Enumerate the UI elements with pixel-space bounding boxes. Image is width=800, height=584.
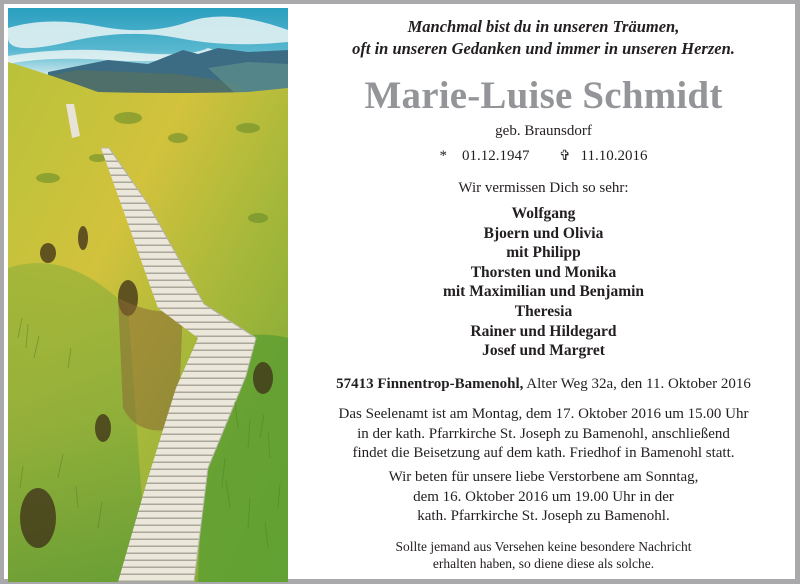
obituary-text [288, 8, 799, 583]
mourner-name: Bjoern und Olivia [483, 224, 604, 242]
motto-line: Manchmal bist du in unseren Träumen, [407, 17, 680, 36]
text-line: in der kath. Pfarrkirche St. Joseph zu Bamenohl, anschließend [357, 425, 730, 442]
mourner-name: Thorsten und Monika [470, 263, 617, 281]
boardwalk-landscape-image [8, 8, 288, 582]
death-date: 11.10.2016 [580, 148, 648, 164]
mourner-name: Rainer und Hildegard [470, 322, 617, 340]
prayer-service-info [288, 468, 799, 527]
address-rest: Alter Weg 32a, den 11. Oktober 2016 [523, 376, 751, 392]
motto-line: oft in unseren Gedanken und immer in unseren Herzen. [352, 39, 735, 58]
text-line: dem 16. Oktober 2016 um 19.00 Uhr in der [413, 488, 674, 505]
mourners-intro: Wir vermissen Dich so sehr: [458, 180, 629, 196]
mourners-list [288, 204, 799, 361]
mourner-name: Wolfgang [511, 205, 576, 222]
maiden-name: geb. Braunsdorf [495, 123, 592, 139]
motto-quote [288, 16, 799, 60]
life-dates [288, 146, 799, 167]
deceased-name: Marie-Luise Schmidt [364, 74, 723, 117]
notice-disclaimer [288, 538, 799, 572]
cross-icon: ✞ [559, 149, 571, 164]
text-line: erhalten haben, so diene diese als solche. [432, 556, 655, 571]
funeral-service-info [288, 405, 799, 464]
landscape-photo [8, 8, 288, 582]
text-line: Wir beten für unsere liebe Verstorbene am Sonntag, [388, 469, 699, 485]
address-place: 57413 Finnentrop-Bamenohl, [336, 376, 524, 392]
mourner-name: mit Maximilian und Benjamin [442, 283, 645, 301]
text-line: Sollte jemand aus Versehen keine besondere Nachricht [395, 539, 692, 554]
birth-date: 01.12.1947 [462, 148, 530, 164]
text-line: findet die Beisetzung auf dem kath. Friedhof in Bamenohl statt. [352, 445, 735, 461]
mourner-name: mit Philipp [506, 244, 581, 262]
mourner-name: Josef und Margret [482, 342, 605, 360]
address-line [288, 374, 799, 394]
birth-star-icon: * [439, 148, 448, 164]
text-line: Das Seelenamt ist am Montag, dem 17. Oktober 2016 um 15.00 Uhr [338, 406, 749, 422]
mourner-name: Theresia [514, 302, 573, 320]
text-line: kath. Pfarrkirche St. Joseph zu Bamenohl. [417, 508, 670, 524]
